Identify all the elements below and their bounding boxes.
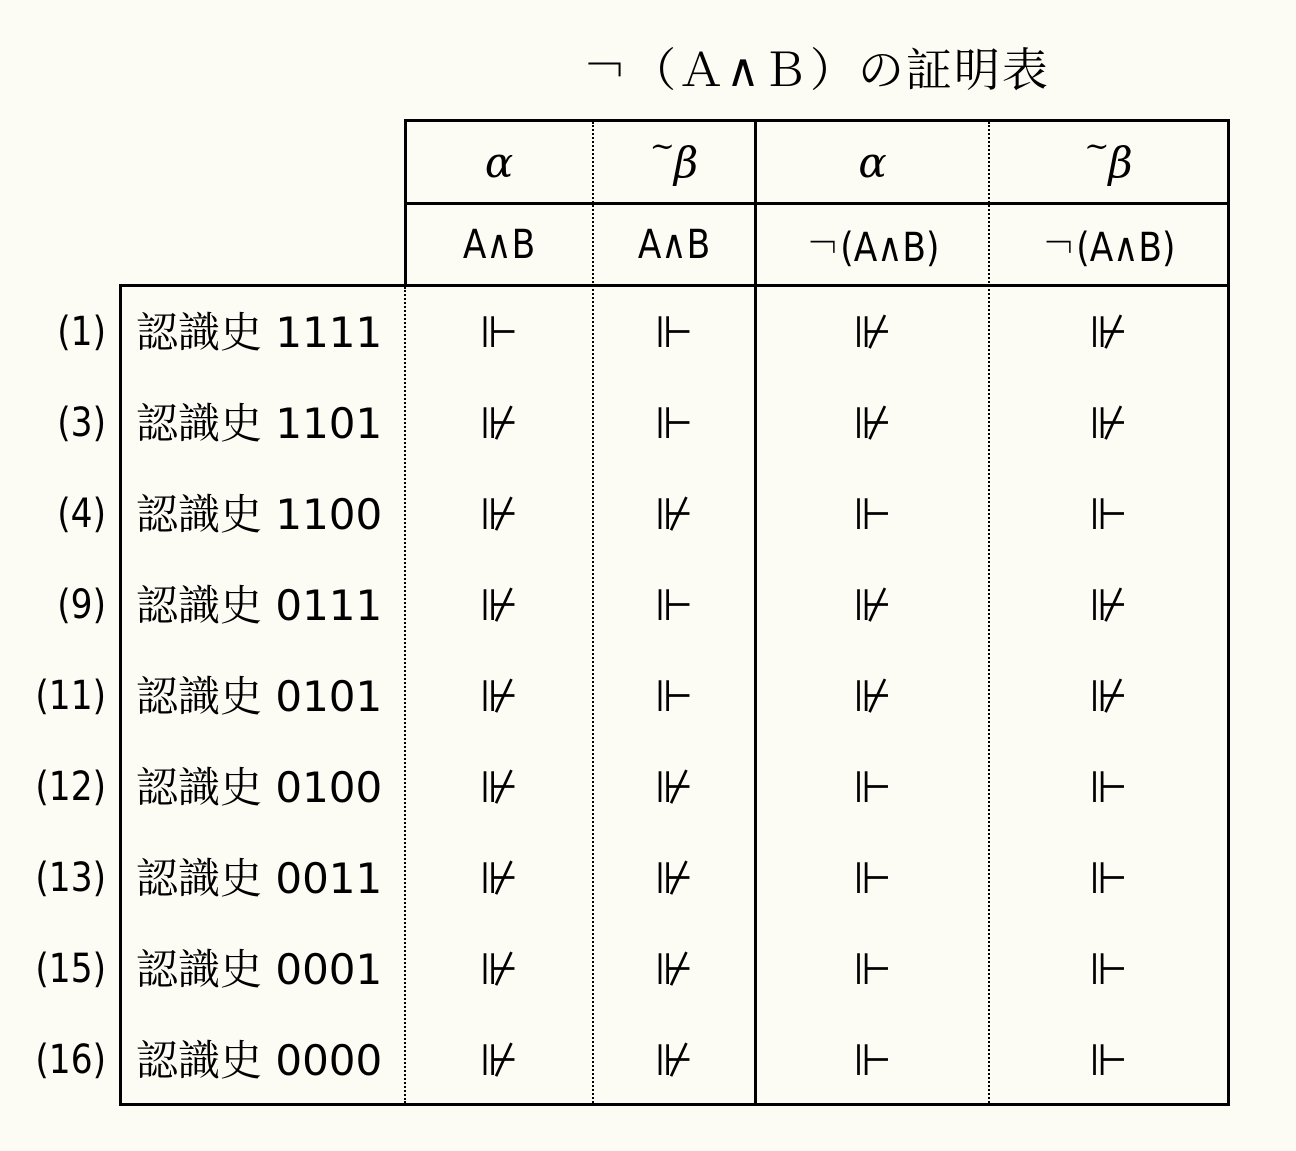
formula-text: A∧B xyxy=(462,221,536,268)
not-forces-symbol: ⊮ xyxy=(479,943,519,995)
row-label: 認識史 1111 xyxy=(136,308,383,357)
body-border-left xyxy=(119,284,122,1106)
forces-symbol: ⊩ xyxy=(654,670,694,722)
forces-symbol: ⊩ xyxy=(1089,1034,1128,1086)
row-number: (12) xyxy=(35,764,106,810)
not-forces-symbol: ⊮ xyxy=(1089,306,1128,358)
row-label: 認識史 0011 xyxy=(136,854,383,903)
row-number: (1) xyxy=(57,309,106,355)
greek-letter: α xyxy=(484,137,514,187)
forces-symbol: ⊩ xyxy=(654,579,694,631)
forces-symbol: ⊩ xyxy=(1089,852,1128,904)
formula-text: ￢(A∧B) xyxy=(1041,225,1176,271)
forces-symbol: ⊩ xyxy=(1089,943,1128,995)
forces-symbol: ⊩ xyxy=(853,943,892,995)
row-number: (13) xyxy=(35,855,106,901)
row-label: 認識史 0101 xyxy=(136,672,383,721)
forces-symbol: ⊩ xyxy=(853,761,892,813)
column-header-4 xyxy=(990,122,1227,202)
not-forces-symbol: ⊮ xyxy=(1089,579,1128,631)
not-forces-symbol: ⊮ xyxy=(853,670,892,722)
not-forces-symbol: ⊮ xyxy=(479,488,519,540)
greek-letter: β xyxy=(1108,137,1133,187)
formula-text: A∧B xyxy=(637,221,711,268)
not-forces-symbol: ⊮ xyxy=(479,579,519,631)
row-label: 認識史 0111 xyxy=(136,581,383,630)
not-forces-symbol: ⊮ xyxy=(654,1034,694,1086)
column-header-2 xyxy=(594,122,754,202)
not-forces-symbol: ⊮ xyxy=(479,397,519,449)
row-number: (11) xyxy=(35,673,106,719)
forces-symbol: ⊩ xyxy=(654,397,694,449)
greek-letter: α xyxy=(858,137,887,187)
not-forces-symbol: ⊮ xyxy=(1089,397,1128,449)
column-formula-1 xyxy=(406,205,592,284)
row-label: 認識史 1100 xyxy=(136,490,383,539)
not-forces-symbol: ⊮ xyxy=(479,761,519,813)
row-number: (9) xyxy=(57,582,106,628)
forces-symbol: ⊩ xyxy=(1089,761,1128,813)
not-forces-symbol: ⊮ xyxy=(654,488,694,540)
column-header-1 xyxy=(406,122,592,202)
forces-symbol: ⊩ xyxy=(853,1034,892,1086)
page-title: ￢（Ａ∧Ｂ）の証明表 xyxy=(582,43,1050,97)
row-number: (15) xyxy=(35,946,106,992)
greek-letter: β xyxy=(673,137,699,187)
not-forces-symbol: ⊮ xyxy=(654,852,694,904)
row-number: (4) xyxy=(57,491,106,537)
tilde-mark: ~ xyxy=(1084,128,1110,164)
column-formula-3 xyxy=(757,205,988,284)
row-label: 認識史 1101 xyxy=(136,399,383,448)
forces-symbol: ⊩ xyxy=(654,306,694,358)
row-label: 認識史 0000 xyxy=(136,1036,383,1085)
row-number: (3) xyxy=(57,400,106,446)
not-forces-symbol: ⊮ xyxy=(1089,670,1128,722)
forces-symbol: ⊩ xyxy=(479,306,519,358)
column-header-3 xyxy=(757,122,988,202)
row-label: 認識史 0100 xyxy=(136,763,383,812)
not-forces-symbol: ⊮ xyxy=(654,943,694,995)
not-forces-symbol: ⊮ xyxy=(853,397,892,449)
not-forces-symbol: ⊮ xyxy=(853,579,892,631)
not-forces-symbol: ⊮ xyxy=(654,761,694,813)
table-border-right xyxy=(1227,119,1230,1106)
not-forces-symbol: ⊮ xyxy=(479,852,519,904)
formula-text: ￢(A∧B) xyxy=(805,225,940,271)
row-label: 認識史 0001 xyxy=(136,945,383,994)
forces-symbol: ⊩ xyxy=(1089,488,1128,540)
not-forces-symbol: ⊮ xyxy=(479,1034,519,1086)
forces-symbol: ⊩ xyxy=(853,488,892,540)
column-formula-4 xyxy=(990,205,1227,284)
row-number: (16) xyxy=(35,1037,106,1083)
tilde-mark: ~ xyxy=(649,128,675,164)
not-forces-symbol: ⊮ xyxy=(479,670,519,722)
column-formula-2 xyxy=(594,205,754,284)
not-forces-symbol: ⊮ xyxy=(853,306,892,358)
forces-symbol: ⊩ xyxy=(853,852,892,904)
